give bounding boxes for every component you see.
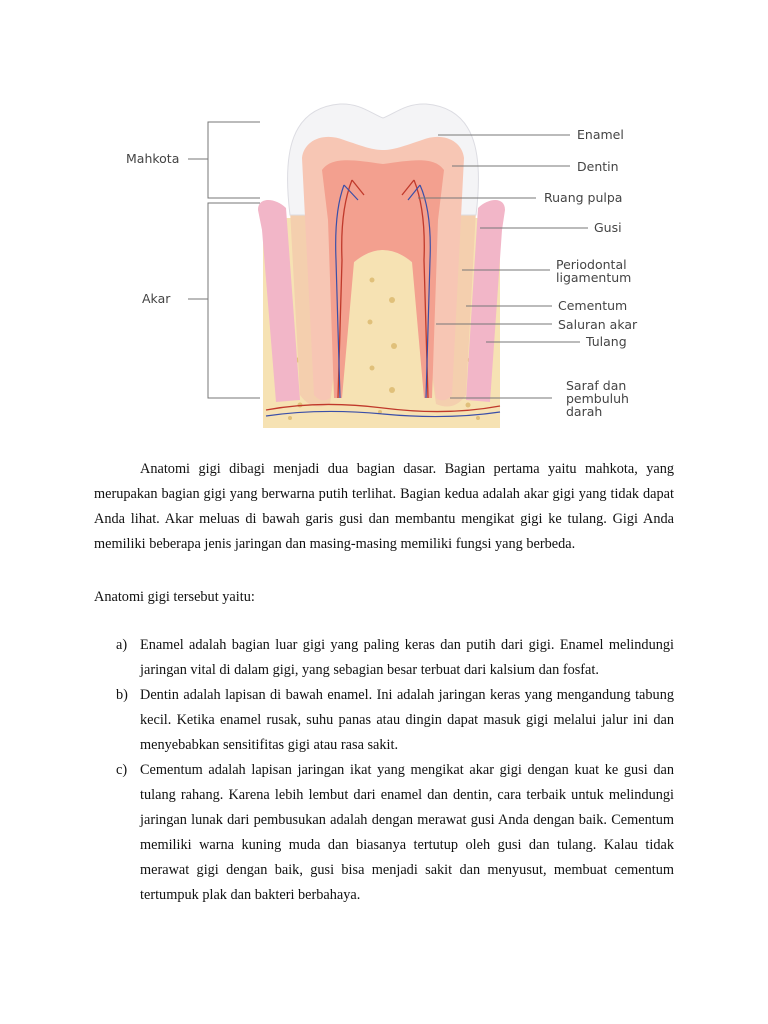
tooth-anatomy-diagram	[0, 0, 768, 440]
label-pembuluh: pembuluh	[566, 391, 629, 406]
list-item-text: Dentin adalah lapisan di bawah enamel. Ini adalah jaringan keras yang mengandung tabung kecil. Ketika enamel rusak, suhu panas atau dingin dapat masuk gigi melalui jalur ini dan menyebabkan sensitifitas gigi atau rasa sakit.	[140, 687, 674, 753]
list-item-text: Cementum adalah lapisan jaringan ikat yang mengikat akar gigi dengan kuat ke gusi dan tulang rahang. Karena lebih lembut dari enamel dan dentin, cara terbaik untuk melindungi jaringan lunak dari pembusukan adalah dengan merawat gusi Anda dengan baik. Cementum memiliki warna kuning muda dan biasanya tertutup oleh gusi dan tulang. Kalau tidak merawat gigi dengan baik, gusi bisa menjadi sakit dan menyusut, membuat cementum tertumpuk plak dan bakteri berbahaya.	[140, 762, 674, 903]
label-saluran-akar: Saluran akar	[558, 317, 638, 332]
body-paragraph: Anatomi gigi dibagi menjadi dua bagian dasar. Bagian pertama yaitu mahkota, yang merupakan bagian gigi yang berwarna putih terlihat. Bagian kedua adalah akar gigi yang tidak dapat Anda lihat. Akar meluas di bawah garis gusi dan membantu mengikat gigi ke tulang. Gigi Anda memiliki beberapa jenis jaringan dan masing-masing memiliki fungsi yang berbeda.	[94, 461, 674, 552]
list-item	[94, 683, 674, 758]
akar-bracket	[188, 203, 260, 398]
label-periodontal: Periodontal	[556, 257, 627, 272]
label-cementum: Cementum	[558, 298, 628, 313]
label-akar: Akar	[142, 291, 171, 306]
list-item	[94, 758, 674, 908]
label-enamel: Enamel	[577, 127, 624, 142]
label-gusi: Gusi	[594, 220, 622, 235]
list-item-text: Enamel adalah bagian luar gigi yang paling keras dan putih dari gigi. Enamel melindungi jaringan vital di dalam gigi, yang sebagian besar terbuat dari kalsium dan fosfat.	[140, 637, 674, 678]
list-marker: c)	[116, 762, 128, 778]
list-marker: a)	[116, 637, 128, 653]
list-intro: Anatomi gigi tersebut yaitu:	[94, 589, 255, 605]
anatomy-list	[94, 633, 674, 908]
mahkota-bracket	[188, 122, 260, 198]
list-item	[94, 633, 674, 683]
label-ruang-pulpa: Ruang pulpa	[544, 190, 623, 205]
label-dentin: Dentin	[577, 159, 619, 174]
label-mahkota: Mahkota	[126, 151, 180, 166]
list-marker: b)	[116, 687, 128, 703]
label-darah: darah	[566, 404, 603, 419]
label-tulang: Tulang	[586, 334, 627, 349]
label-saraf: Saraf dan	[566, 378, 627, 393]
label-ligamentum: ligamentum	[556, 270, 632, 285]
